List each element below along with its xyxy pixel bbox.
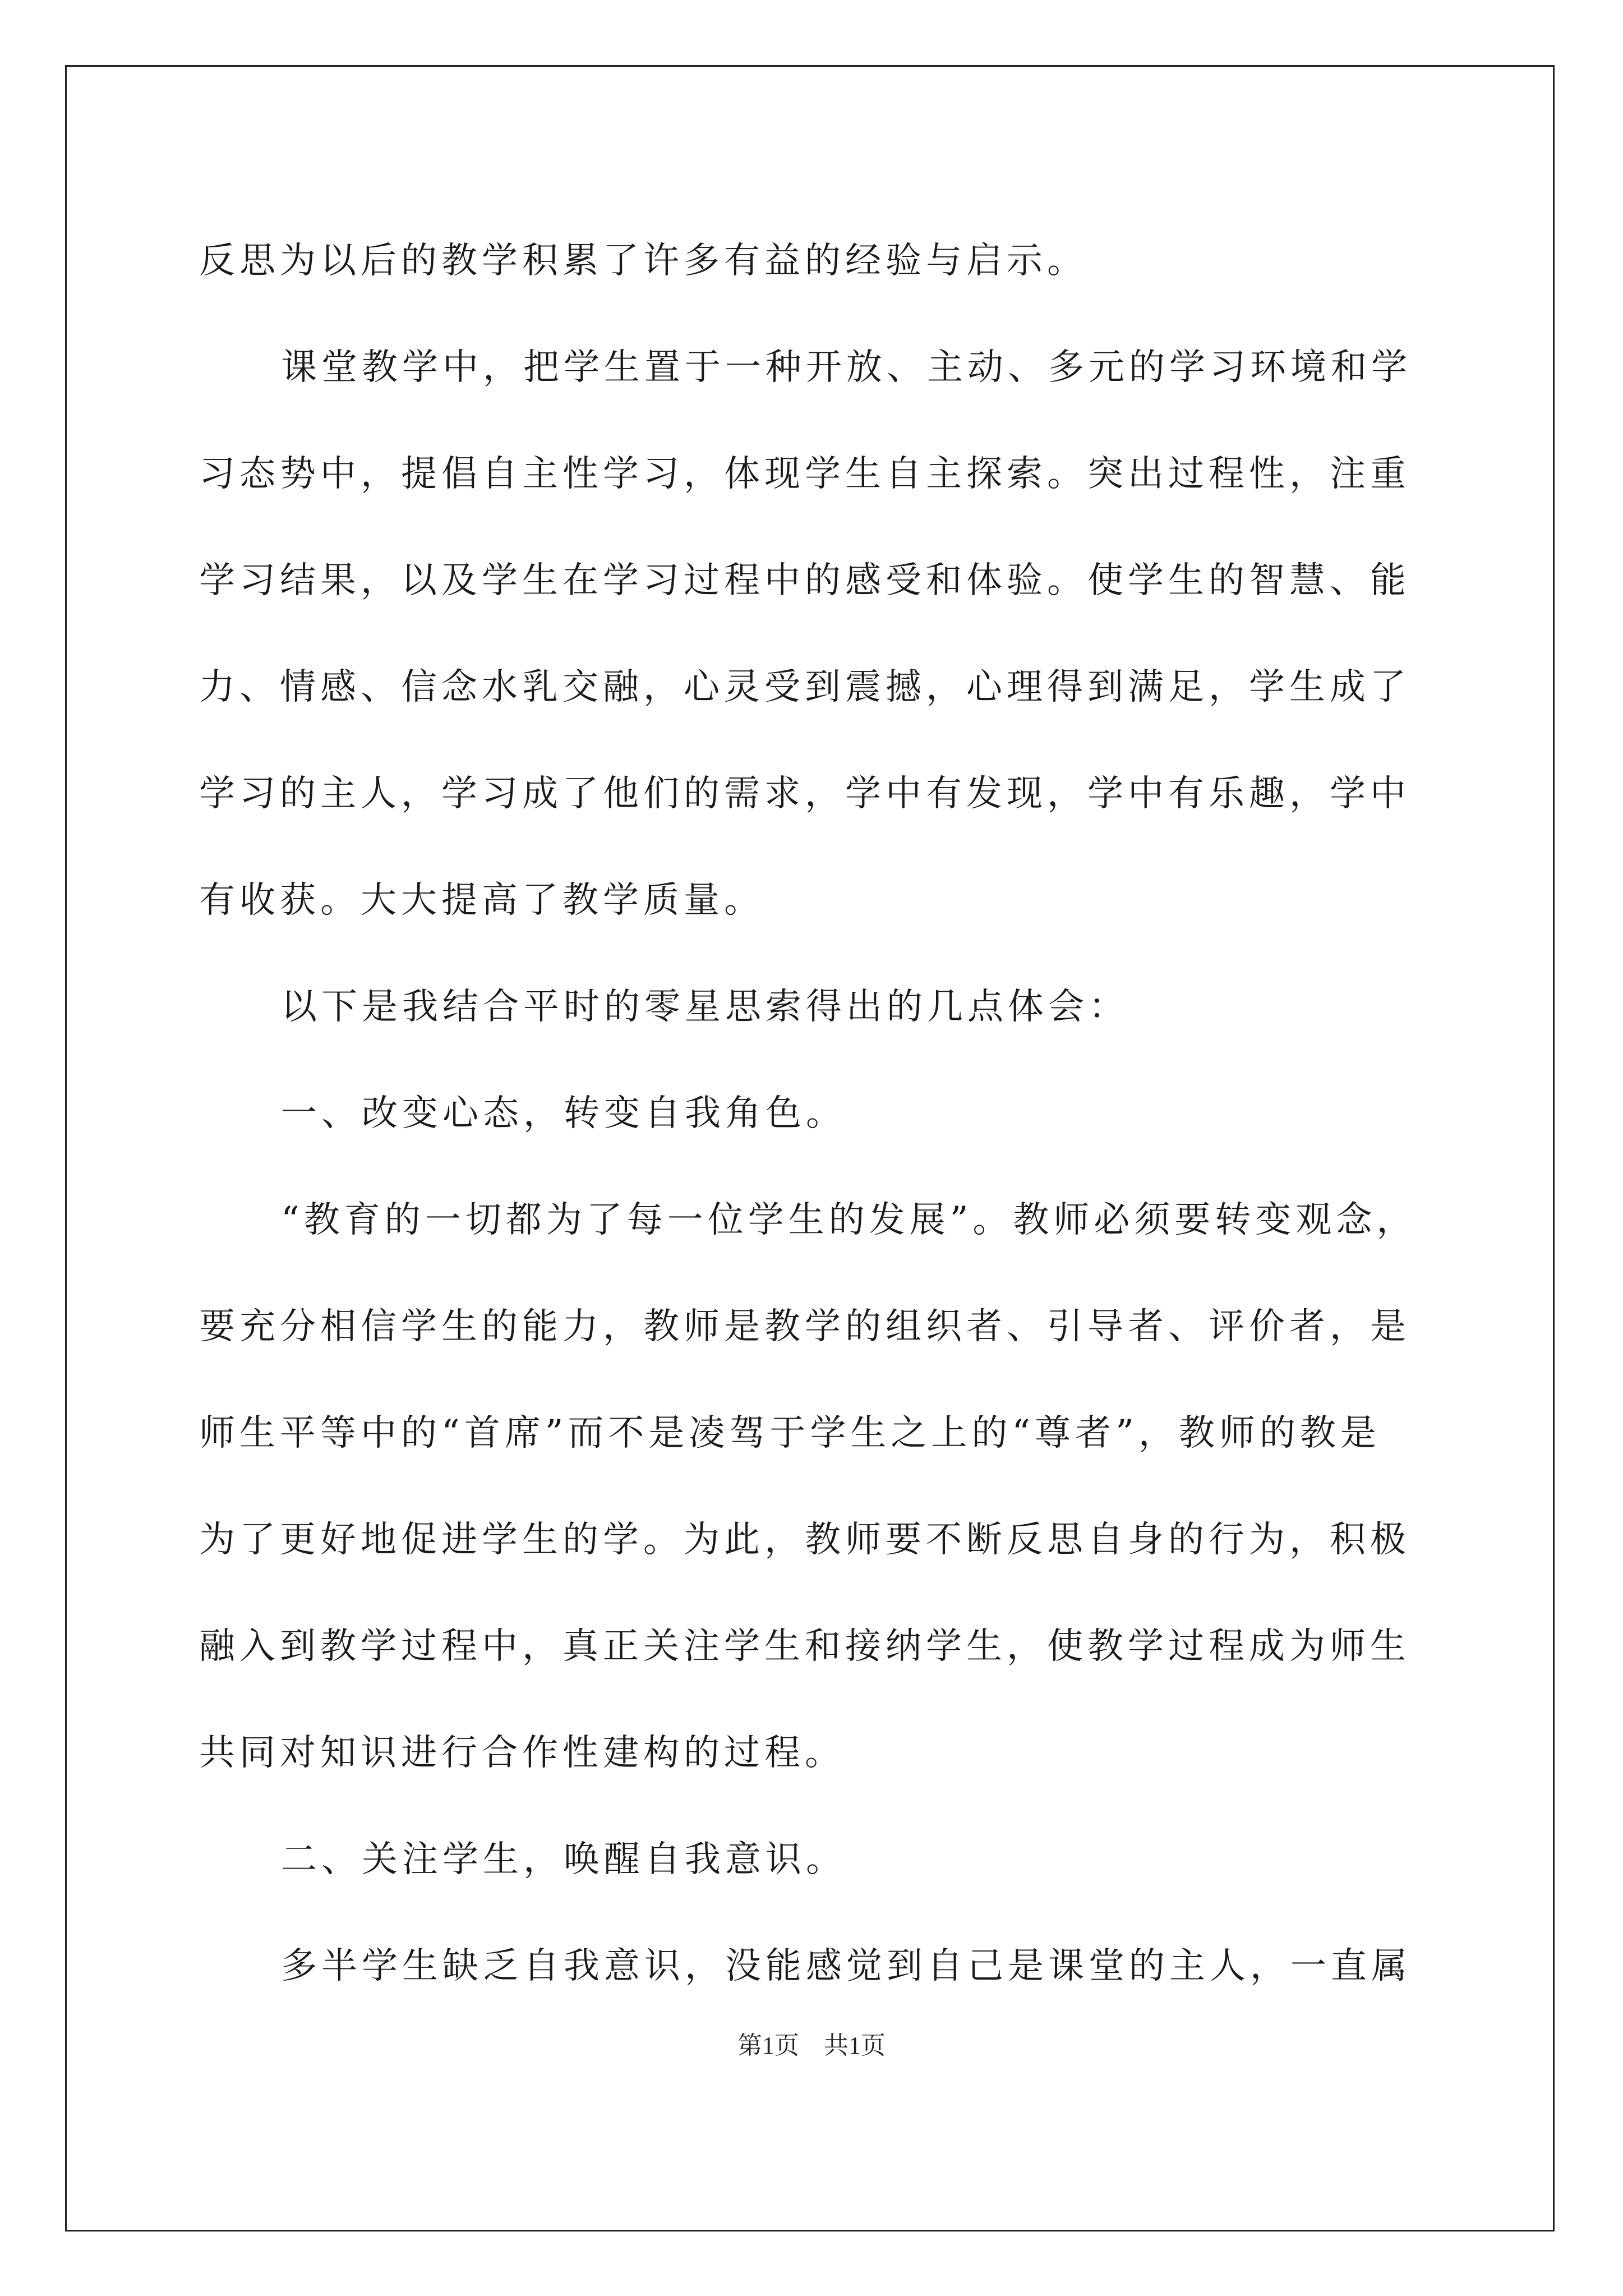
text-line: 以下是我结合平时的零星思索得出的几点体会： <box>281 986 1129 1028</box>
text-line: 反思为以后的教学积累了许多有益的经验与启示。 <box>199 240 1087 282</box>
page-total: 共1页 <box>824 2032 886 2059</box>
text-line: 多半学生缺乏自我意识，没能感觉到自己是课堂的主人，一直属 <box>281 1945 1412 1987</box>
text-line: 共同对知识进行合作性建构的过程。 <box>199 1732 845 1774</box>
section-heading: 一、改变心态，转变自我角色。 <box>281 1093 846 1134</box>
text-line: 课堂教学中，把学生置于一种开放、主动、多元的学习环境和学 <box>281 347 1412 388</box>
text-line: 学习结果，以及学生在学习过程中的感受和体验。使学生的智慧、能 <box>199 560 1410 601</box>
text-line: 学习的主人，学习成了他们的需求，学中有发现，学中有乐趣，学中 <box>199 773 1410 815</box>
document-body <box>199 208 1455 2019</box>
section-heading: 二、关注学生，唤醒自我意识。 <box>281 1839 846 1880</box>
page-number: 第1页 <box>737 2032 799 2059</box>
page-footer <box>0 2025 1623 2061</box>
text-line: 习态势中，提倡自主性学习，体现学生自主探索。突出过程性，注重 <box>199 453 1410 495</box>
text-line: 为了更好地促进学生的学。为此，教师要不断反思自身的行为，积极 <box>199 1519 1410 1561</box>
text-line: “教育的一切都为了每一位学生的发展”。教师必须要转变观念， <box>281 1199 1417 1241</box>
text-line: 要充分相信学生的能力，教师是教学的组织者、引导者、评价者，是 <box>199 1306 1410 1347</box>
text-line: 有收获。大大提高了教学质量。 <box>199 880 764 921</box>
text-line: 师生平等中的“首席”而不是凌驾于学生之上的“尊者”，教师的教是 <box>199 1412 1381 1454</box>
text-line: 融入到教学过程中，真正关注学生和接纳学生，使教学过程成为师生 <box>199 1626 1410 1667</box>
text-line: 力、情感、信念水乳交融，心灵受到震撼，心理得到满足，学生成了 <box>199 666 1410 708</box>
